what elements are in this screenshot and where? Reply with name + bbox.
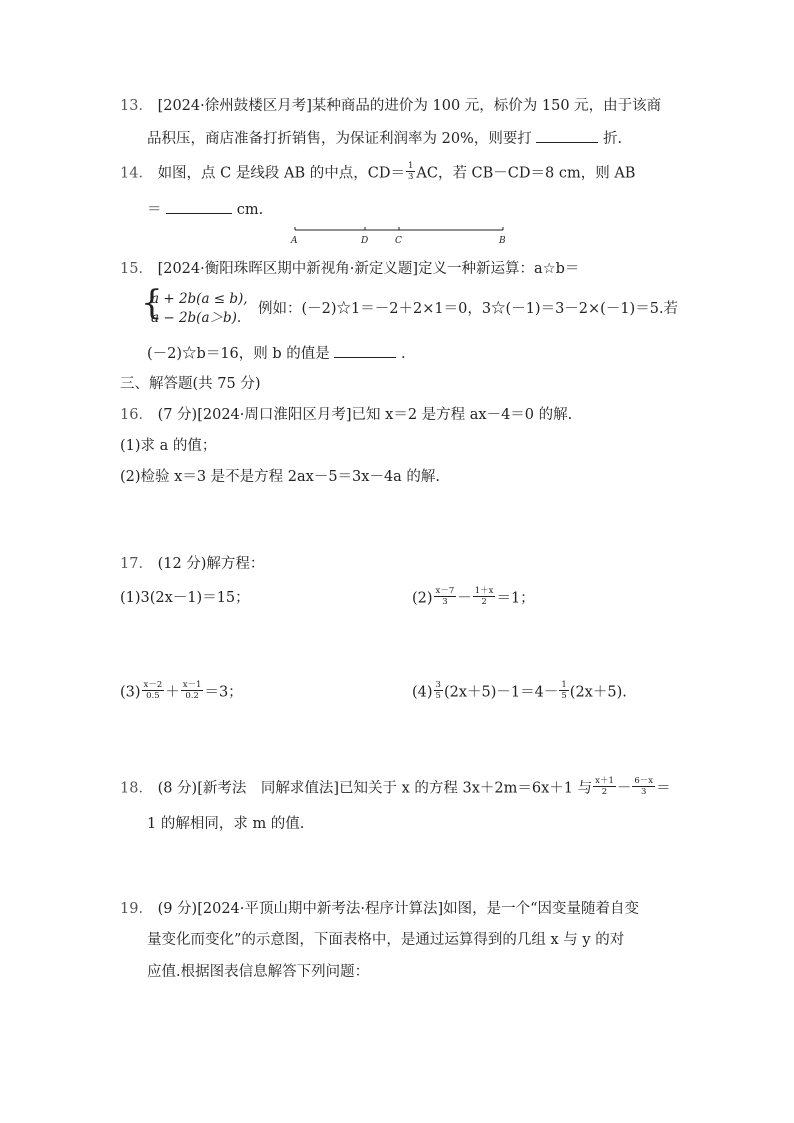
q14-number: 14． — [120, 165, 153, 182]
q19-number: 19． — [120, 901, 153, 917]
q17-p3-label: (3) — [120, 684, 141, 701]
q19-text-1: (9 分)[2024·平顶山期中新考法·程序计算法]如图，是一个“因变量随着自变 — [157, 901, 640, 917]
q15-text-3b: . — [401, 346, 406, 362]
q17-p3-fraction-2 — [181, 680, 204, 701]
point-label-d: D — [361, 236, 369, 246]
point-label-c: C — [395, 236, 402, 246]
q17-p4-f1-denominator: 5 — [435, 691, 441, 701]
q18-f2-denominator: 3 — [641, 787, 647, 797]
q17-p2-operator: － — [457, 590, 472, 607]
q17-p3-f2-numerator: x－1 — [182, 680, 202, 690]
q14-text-2a: ＝ — [147, 202, 162, 218]
q16-part-1: (1)求 a 的值； — [120, 438, 217, 454]
q17-p2-f1-denominator: 3 — [442, 597, 448, 607]
q13-text-2a: 品积压，商店准备打折销售，为保证利润率为 20%，则要打 — [147, 131, 532, 147]
q14-text-1a: 如图，点 C 是线段 AB 的中点，CD＝ — [157, 165, 405, 182]
q17-p2-f2-numerator: 1＋x — [474, 586, 494, 596]
q17-p3-end: ＝3； — [204, 684, 243, 701]
q18-text-1a: (8 分)[新考法 同解求值法]已知关于 x 的方程 3x＋2m＝6x＋1 与 — [157, 780, 593, 797]
q17-p4-fraction-2 — [559, 680, 568, 701]
q18-f1-denominator: 2 — [601, 787, 608, 797]
q18-f1-numerator: x＋1 — [595, 776, 614, 786]
q15-case-1: a + 2b(a ≤ b), — [151, 291, 248, 307]
q17-p3-f1-denominator: 0.5 — [146, 691, 160, 701]
q17-p4-end: (2x＋5). — [569, 684, 627, 701]
q15-answer-blank[interactable] — [334, 343, 396, 358]
q17-p3-f1-numerator: x－2 — [143, 680, 163, 690]
q18-text-1b: ＝ — [656, 780, 671, 797]
q15-line3 — [147, 343, 406, 364]
q15-number: 15． — [120, 261, 153, 277]
q16-number: 16． — [120, 407, 153, 423]
q17-p2-f2-denominator: 2 — [481, 597, 487, 607]
q18-fraction-2 — [632, 776, 655, 797]
q17-p2-label: (2) — [412, 590, 433, 607]
q16-line1 — [120, 405, 572, 425]
q17-p3-operator: ＋ — [165, 684, 180, 701]
q13-number: 13． — [120, 98, 153, 114]
q14-answer-blank[interactable] — [166, 199, 232, 214]
q19-line1 — [120, 899, 639, 919]
q17-p4-f2-denominator: 5 — [561, 691, 567, 701]
q17-p3-fraction-1 — [142, 680, 165, 701]
point-label-a: A — [291, 236, 298, 246]
q18-f2-numerator: 6－x — [634, 776, 654, 786]
q14-line2 — [147, 199, 263, 220]
q18-operator: － — [616, 780, 632, 797]
q14-fraction — [406, 161, 415, 182]
q17-p2-end: ＝1； — [496, 590, 535, 607]
q18-line1 — [120, 778, 671, 799]
q13-line2 — [147, 128, 622, 149]
q17-p3-f2-denominator: 0.2 — [185, 691, 199, 701]
q15-line2: 例如：(－2)☆1＝－2＋2×1＝0，3☆(－1)＝3－2×(－1)＝5.若 — [258, 301, 679, 317]
q18-number: 18． — [120, 780, 153, 797]
segment-diagram — [285, 224, 515, 248]
q18-fraction-1 — [593, 776, 616, 797]
q17-line1 — [120, 554, 264, 574]
q14-text-1b: AC，若 CB－CD＝8 cm，则 AB — [416, 165, 636, 182]
q14-frac-denominator: 3 — [407, 172, 414, 182]
q16-part-2: (2)检验 x＝3 是不是方程 2ax－5＝3x－4a 的解. — [120, 469, 441, 485]
q17-p2-fraction-1 — [434, 586, 457, 607]
q14-frac-numerator: 1 — [407, 161, 414, 171]
q17-part-3 — [120, 682, 243, 703]
q17-text-1: (12 分)解方程： — [157, 556, 265, 572]
q15-line1 — [120, 259, 579, 279]
q18-line2: 1 的解相同，求 m 的值. — [147, 816, 305, 832]
q19-line2: 量变化而变化”的示意图，下面表格中，是通过运算得到的几组 x 与 y 的对 — [147, 932, 625, 948]
q17-part-4 — [412, 682, 627, 703]
q15-case-2: a − 2b(a＞b). — [151, 310, 242, 326]
q17-p4-f1-numerator: 3 — [435, 680, 441, 690]
q16-text-1: (7 分)[2024·周口淮阳区月考]已知 x＝2 是方程 ax－4＝0 的解. — [157, 407, 573, 423]
q13-answer-blank[interactable] — [536, 128, 598, 143]
q15-text-1: [2024·衡阳珠晖区期中新视角·新定义题]定义一种新运算：a☆b＝ — [157, 261, 580, 277]
q13-line1 — [120, 96, 661, 116]
q17-p4-middle: (2x＋5)－1＝4－ — [443, 684, 559, 701]
q14-line1 — [120, 163, 635, 184]
section-heading: 三、解答题(共 75 分) — [120, 376, 261, 392]
q17-p4-f2-numerator: 1 — [561, 680, 567, 690]
q17-p4-fraction-1 — [434, 680, 443, 701]
q19-line3: 应值.根据图表信息解答下列问题： — [147, 964, 370, 980]
q17-number: 17． — [120, 556, 153, 572]
piecewise-brace: { — [141, 283, 163, 323]
q15-text-3a: (－2)☆b＝16，则 b 的值是 — [147, 346, 330, 362]
q17-p2-fraction-2 — [473, 586, 496, 607]
q13-text-2b: 折. — [603, 131, 623, 147]
q14-text-2b: cm. — [236, 202, 264, 218]
q13-text-1: [2024·徐州鼓楼区月考]某种商品的进价为 100 元，标价为 150 元，由于该商 — [157, 98, 662, 114]
q17-p4-label: (4) — [412, 684, 433, 701]
q17-part-2 — [412, 588, 535, 609]
q17-p2-f1-numerator: x－7 — [435, 586, 455, 596]
point-label-b: B — [499, 236, 506, 246]
q17-part-1: (1)3(2x－1)＝15； — [120, 590, 250, 606]
